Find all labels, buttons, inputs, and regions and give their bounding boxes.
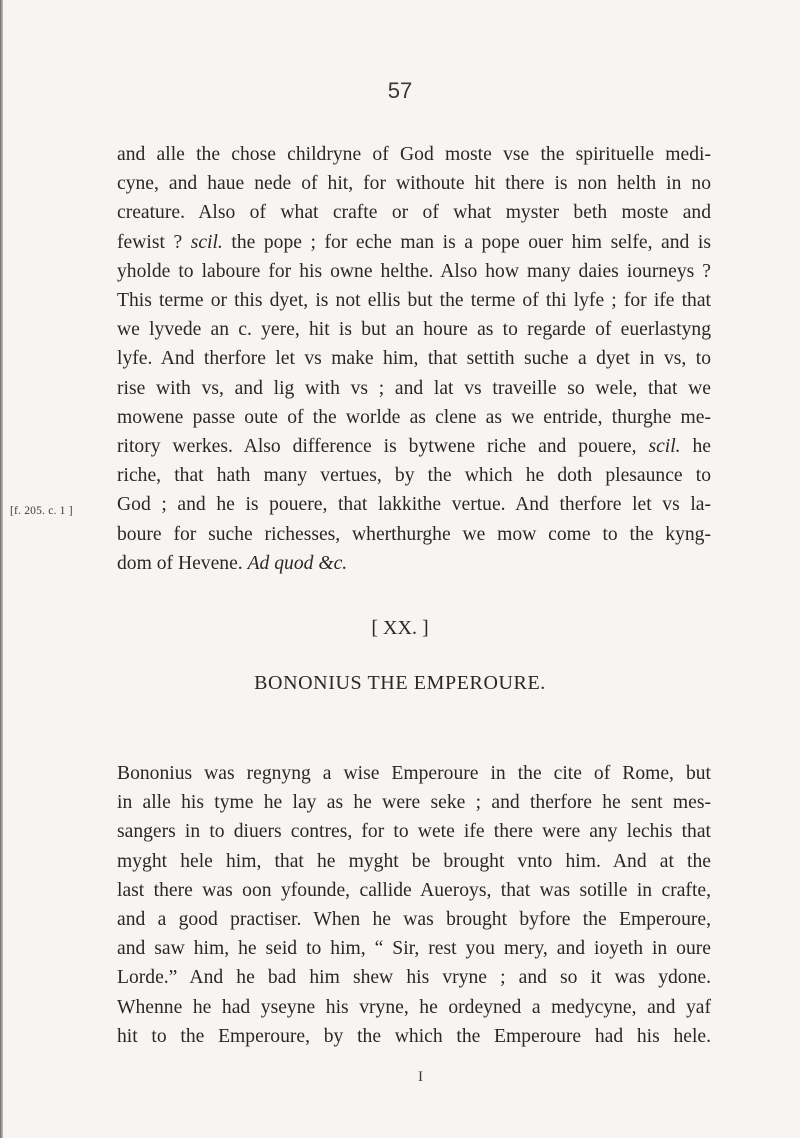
scan-edge xyxy=(0,0,3,1138)
text-line: rise with vs, and lig with vs ; and lat vs traveille so wele, that we xyxy=(117,377,711,399)
italic-term: Ad quod &c. xyxy=(247,552,348,574)
text-line: This terme or this dyet, is not ellis but the terme of thi lyfe ; for ife that xyxy=(117,290,711,312)
text-line: mowene passe oute of the worlde as clene as we entride, thurghe me- xyxy=(117,406,711,428)
text-line: dom of Hevene. Ad quod &c. xyxy=(117,552,348,574)
italic-term: scil. xyxy=(190,231,223,253)
text-line: hit to the Emperoure, by the which the Emperoure had his hele. xyxy=(117,1025,711,1047)
text-line: and alle the chose childryne of God moste vse the spirituelle medi- xyxy=(117,144,711,165)
text-line: riche, that hath many vertues, by the which he doth plesaunce to xyxy=(117,465,711,487)
text-line: creature. Also of what crafte or of what myster beth moste and xyxy=(117,202,711,224)
text-line: and a good practiser. When he was brought byfore the Emperoure, xyxy=(117,909,711,931)
page-number: 57 xyxy=(387,78,413,103)
text-line: Lorde.” And he bad him shew his vryne ; and so it was ydone. xyxy=(117,967,711,989)
text-line: myght hele him, that he myght be brought vnto him. And at the xyxy=(117,850,711,872)
text-line: ritory werkes. Also difference is bytwene riche and pouere, scil. he xyxy=(117,436,711,458)
text-line: lyfe. And therfore let vs make him, that settith suche a dyet in vs, to xyxy=(117,348,711,370)
text-line: cyne, and haue nede of hit, for withoute hit there is non helth in no xyxy=(117,173,711,195)
text-line: boure for suche richesses, wherthurghe we mow come to the kyng- xyxy=(117,523,711,545)
text-line: we lyvede an c. yere, hit is but an houre as to regarde of euerlastyng xyxy=(117,319,711,341)
text-line: sangers in to diuers contres, for to wete ife there were any lechis that xyxy=(117,821,711,843)
section-number: [ XX. ] xyxy=(371,617,429,639)
text-line: fewist ? scil. the pope ; for eche man is a pope ouer him selfe, and is xyxy=(117,231,711,253)
body-paragraph-2 xyxy=(117,759,711,1051)
text-line: God ; and he is pouere, that lakkithe vertue. And therfore let vs la- xyxy=(117,494,711,516)
text-line: in alle his tyme he lay as he were seke ; and therfore he sent mes- xyxy=(117,792,711,814)
text-line: yholde to laboure for his owne helthe. Also how many daies iourneys ? xyxy=(117,260,711,282)
text-line: and saw him, he seid to him, “ Sir, rest you mery, and ioyeth in oure xyxy=(117,938,711,960)
text-line: Bononius was regnyng a wise Emperoure in the cite of Rome, but xyxy=(117,763,711,784)
body-paragraph-1 xyxy=(117,140,711,578)
text-line: Whenne he had yseyne his vryne, he ordeyned a medycyne, and yaf xyxy=(117,996,711,1018)
folio-margin-note: [f. 205. c. 1 ] xyxy=(10,505,73,517)
section-title: BONONIUS THE EMPEROURE. xyxy=(254,672,546,694)
printer-signature-mark: I xyxy=(418,1069,423,1085)
italic-term: scil. xyxy=(648,436,681,458)
text-line: last there was oon yfounde, callide Aueroys, that was sotille in crafte, xyxy=(117,879,711,901)
